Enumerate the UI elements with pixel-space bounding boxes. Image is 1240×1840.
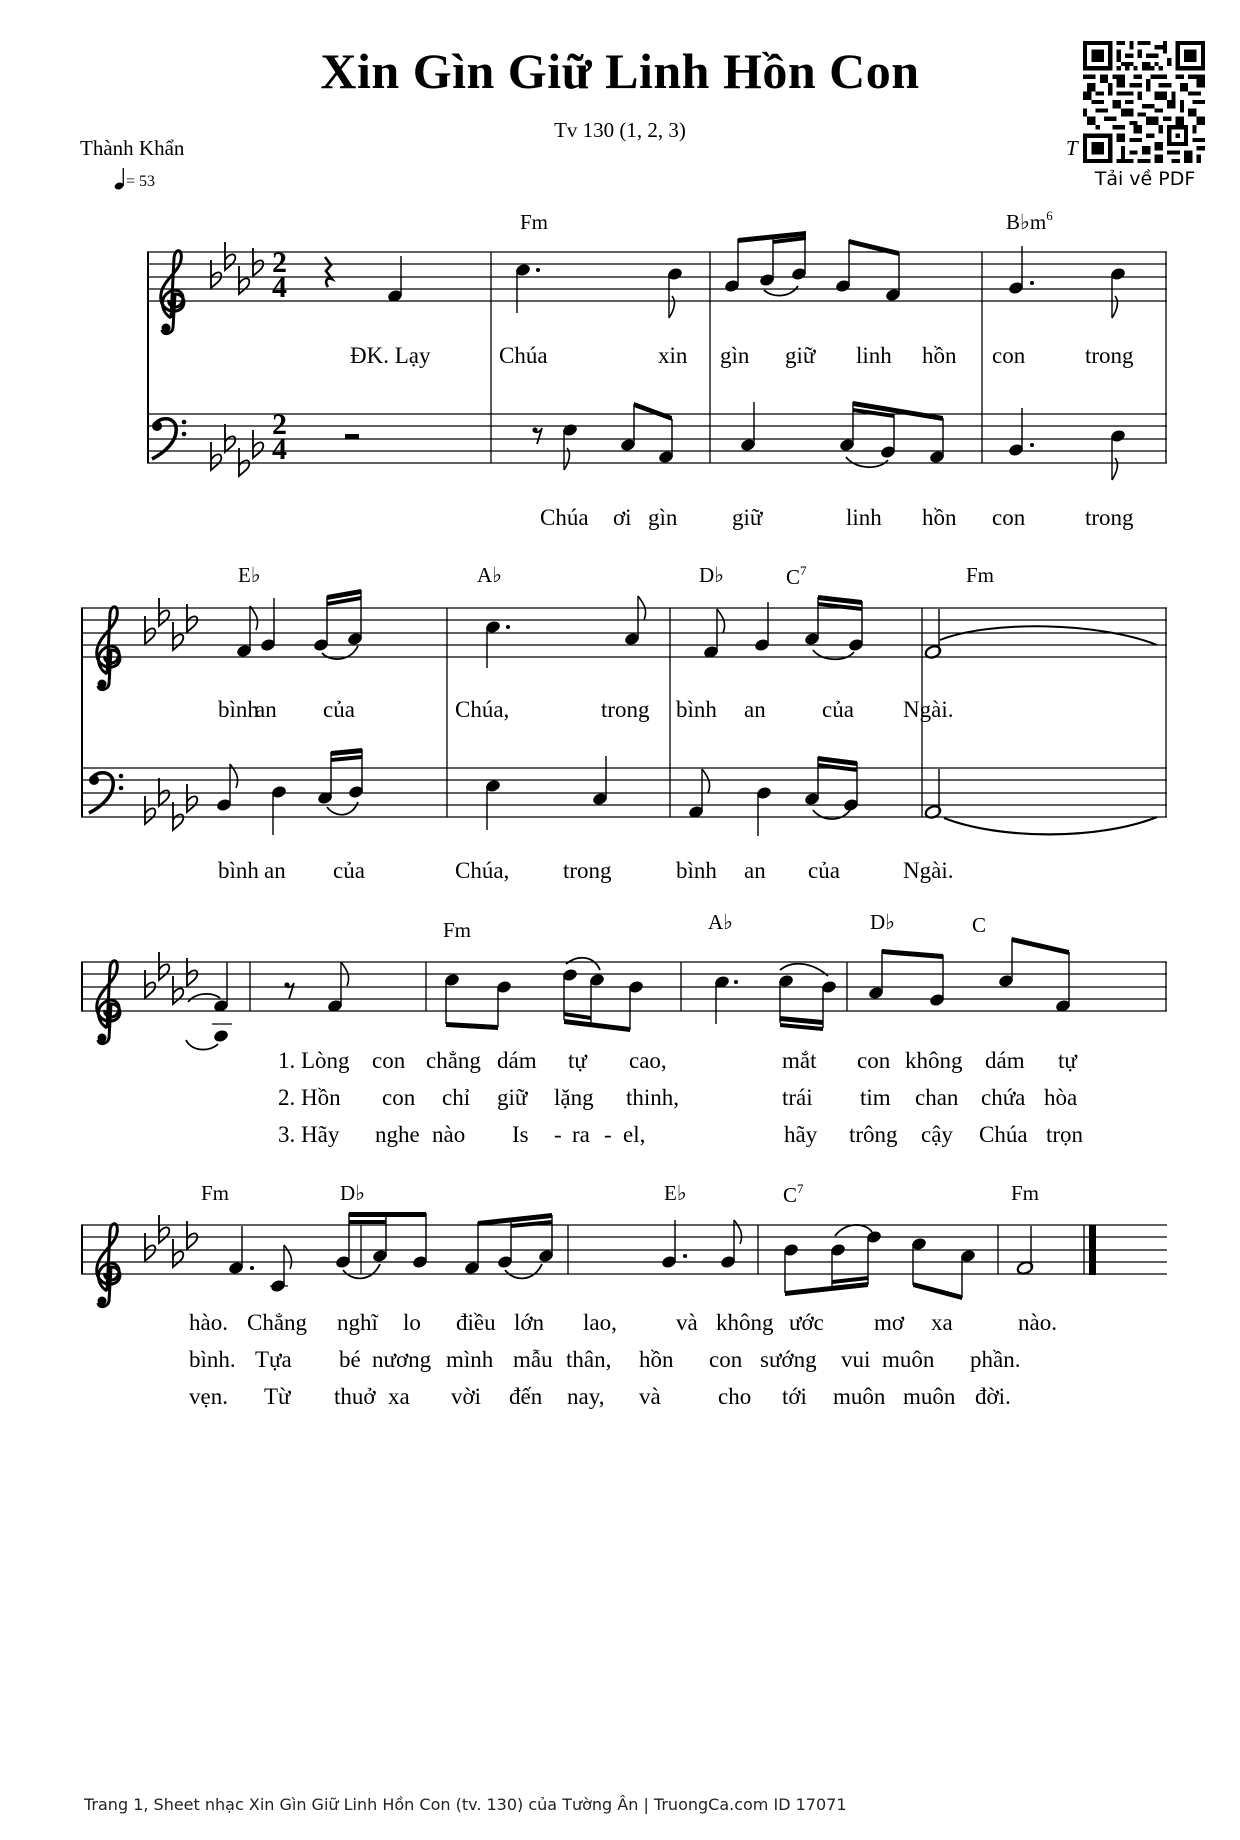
lyric-syllable: an	[264, 858, 286, 883]
lyric-syllable: cho	[718, 1384, 752, 1409]
lyric-syllable: lặng	[554, 1085, 594, 1110]
lyric-syllable: nương	[372, 1347, 432, 1372]
lyric-syllable: nghĩ	[337, 1310, 378, 1335]
lyric-syllable: đời.	[975, 1384, 1011, 1409]
lyric-syllable: trong	[563, 858, 612, 883]
lyric-syllable: thân,	[566, 1347, 612, 1372]
lyric-syllable: điều	[456, 1310, 496, 1335]
lyric-syllable: giữ	[732, 505, 763, 530]
lyric-syllable: 2. Hồn	[278, 1085, 341, 1110]
lyric-syllable: Is	[512, 1122, 529, 1147]
chord-symbol: Fm	[1011, 1181, 1040, 1205]
lyric-syllable: tự	[568, 1048, 587, 1073]
lyric-syllable: con	[382, 1085, 416, 1110]
lyric-syllable: lo	[403, 1310, 421, 1335]
lyric-syllable: đến	[509, 1384, 543, 1409]
lyric-syllable: linh	[846, 505, 882, 530]
lyric-syllable: lao,	[583, 1310, 617, 1335]
chord-symbol: Fm	[966, 563, 995, 587]
lyric-syllable: gìn	[720, 343, 750, 368]
lyric-syllable: vui	[841, 1347, 871, 1372]
chord-symbol: D♭	[870, 910, 896, 934]
chord-symbol: Fm	[201, 1181, 230, 1205]
lyric-syllable: an	[744, 858, 766, 883]
lyric-syllable: chứa	[981, 1085, 1026, 1110]
lyric-syllable: của	[822, 697, 854, 722]
song-title: Xin Gìn Giữ Linh Hồn Con	[320, 43, 920, 99]
psalm-reference: Tv 130 (1, 2, 3)	[554, 118, 686, 142]
system-3	[81, 962, 1167, 1011]
lyric-syllable: trái	[782, 1085, 813, 1110]
composer-name-partial: T	[1066, 136, 1078, 160]
lyric-syllable: bình	[676, 858, 717, 883]
chord-symbol: E♭	[664, 1181, 687, 1205]
lyric-syllable: Tựa	[255, 1347, 292, 1372]
lyric-syllable: 3. Hãy	[278, 1122, 340, 1147]
lyric-syllable: nay,	[567, 1384, 605, 1409]
lyric-syllable: của	[333, 858, 365, 883]
lyric-syllable: giữ	[785, 343, 816, 368]
chord-symbol: $B♭m^6$	[1006, 208, 1053, 234]
lyric-syllable: ra	[572, 1122, 590, 1147]
lyric-syllable: cậy	[921, 1122, 953, 1147]
lyric-syllable: bình	[218, 697, 259, 722]
lyric-syllable: của	[323, 697, 355, 722]
lyric-syllable: Ngài.	[903, 697, 954, 722]
lyric-syllable: vẹn.	[189, 1384, 228, 1409]
lyric-syllable: -	[604, 1122, 612, 1147]
lyric-syllable: cao,	[629, 1048, 667, 1073]
lyric-syllable: muôn	[903, 1384, 956, 1409]
lyric-syllable: tự	[1058, 1048, 1077, 1073]
lyric-syllable: con	[992, 343, 1026, 368]
lyric-syllable: bé	[339, 1347, 361, 1372]
lyric-syllable: xa	[931, 1310, 953, 1335]
lyric-syllable: Chúa	[499, 343, 548, 368]
lyric-syllable: tới	[782, 1384, 807, 1409]
lyric-syllable: nào	[432, 1122, 466, 1147]
chord-symbol: D♭	[699, 563, 725, 587]
chord-symbol: C	[972, 913, 987, 937]
lyric-syllable: hồn	[639, 1347, 674, 1372]
lyric-syllable: của	[808, 858, 840, 883]
system-4	[81, 1225, 1167, 1274]
lyric-syllable: -	[554, 1122, 562, 1147]
lyric-syllable: Chẳng	[247, 1310, 308, 1335]
lyric-syllable: hòa	[1044, 1085, 1078, 1110]
lyric-syllable: Ngài.	[903, 858, 954, 883]
chord-symbol: A♭	[477, 563, 503, 587]
chord-symbol: $C^7$	[786, 563, 807, 589]
lyric-syllable: bình	[676, 697, 717, 722]
lyric-syllable: con	[857, 1048, 891, 1073]
chord-symbol: D♭	[340, 1181, 366, 1205]
lyric-syllable: hãy	[784, 1122, 818, 1147]
lyric-syllable: con	[709, 1347, 743, 1372]
lyric-syllable: an	[255, 697, 277, 722]
lyric-syllable: giữ	[497, 1085, 528, 1110]
chord-symbol: A♭	[708, 910, 734, 934]
lyric-syllable: nào.	[1018, 1310, 1057, 1335]
lyric-syllable: hồn	[922, 343, 957, 368]
lyric-syllable: ĐK. Lạy	[350, 343, 431, 368]
lyric-syllable: Từ	[264, 1384, 291, 1409]
lyric-syllable: xin	[658, 343, 688, 368]
lyric-syllable: mơ	[874, 1310, 905, 1335]
lyric-syllable: hào.	[189, 1310, 228, 1335]
lyric-syllable: lớn	[514, 1310, 545, 1335]
lyric-syllable: Chúa,	[455, 697, 510, 722]
lyric-syllable: vời	[451, 1384, 482, 1409]
lyric-syllable: trong	[1085, 343, 1134, 368]
lyric-syllable: mình	[446, 1347, 494, 1372]
lyric-syllable: thinh,	[626, 1085, 680, 1110]
lyric-syllable: gìn	[648, 505, 678, 530]
lyric-syllable: trông	[849, 1122, 898, 1147]
lyric-syllable: Chúa	[540, 505, 589, 530]
lyric-syllable: con	[992, 505, 1026, 530]
lyric-syllable: và	[676, 1310, 698, 1335]
lyric-syllable: thuở	[334, 1384, 376, 1409]
download-pdf-link[interactable]: Tải về PDF	[1094, 168, 1196, 190]
tempo-value: = 53	[126, 173, 156, 190]
lyric-syllable: xa	[388, 1384, 410, 1409]
lyric-syllable: muôn	[833, 1384, 886, 1409]
lyric-syllable: Chúa,	[455, 858, 510, 883]
chord-symbol: Fm	[443, 918, 472, 942]
lyric-syllable: Chúa	[979, 1122, 1028, 1147]
lyric-syllable: mẫu	[513, 1347, 553, 1372]
lyric-syllable: ước	[789, 1310, 824, 1335]
lyricist-name: Thành Khẩn	[80, 136, 185, 160]
lyric-syllable: tim	[860, 1085, 891, 1110]
lyric-syllable: chỉ	[442, 1085, 471, 1110]
lyric-syllable: 1. Lòng	[278, 1048, 350, 1073]
lyric-syllable: hồn	[922, 505, 957, 530]
lyric-syllable: linh	[856, 343, 892, 368]
chord-symbol: $C^7$	[783, 1181, 804, 1207]
lyric-syllable: con	[372, 1048, 406, 1073]
lyric-syllable: và	[639, 1384, 661, 1409]
lyric-syllable: an	[744, 697, 766, 722]
lyric-syllable: không	[716, 1310, 774, 1335]
lyric-syllable: nghe	[375, 1122, 420, 1147]
lyric-syllable: không	[905, 1048, 963, 1073]
lyric-syllable: trọn	[1046, 1122, 1084, 1147]
lyric-syllable: chan	[915, 1085, 959, 1110]
lyric-syllable: bình.	[189, 1347, 236, 1372]
chord-symbol: E♭	[238, 563, 261, 587]
lyric-syllable: chẳng	[426, 1048, 481, 1073]
lyric-syllable: muôn	[882, 1347, 935, 1372]
lyric-syllable: trong	[601, 697, 650, 722]
chord-symbol: Fm	[520, 210, 549, 234]
lyric-syllable: el,	[623, 1122, 646, 1147]
lyric-syllable: sướng	[760, 1347, 817, 1372]
lyric-syllable: phần.	[970, 1347, 1021, 1372]
lyric-syllable: bình	[218, 858, 259, 883]
lyric-syllable: mắt	[782, 1048, 817, 1073]
page-footer: Trang 1, Sheet nhạc Xin Gìn Giữ Linh Hồn Con (tv. 130) của Tường Ân | TruongCa.com ID 17071	[84, 1795, 847, 1814]
lyric-syllable: trong	[1085, 505, 1134, 530]
lyric-syllable: dám	[985, 1048, 1025, 1073]
lyric-syllable: ơi	[613, 505, 632, 530]
lyric-syllable: dám	[497, 1048, 537, 1073]
music-score: 2 4	[0, 0, 1240, 1840]
